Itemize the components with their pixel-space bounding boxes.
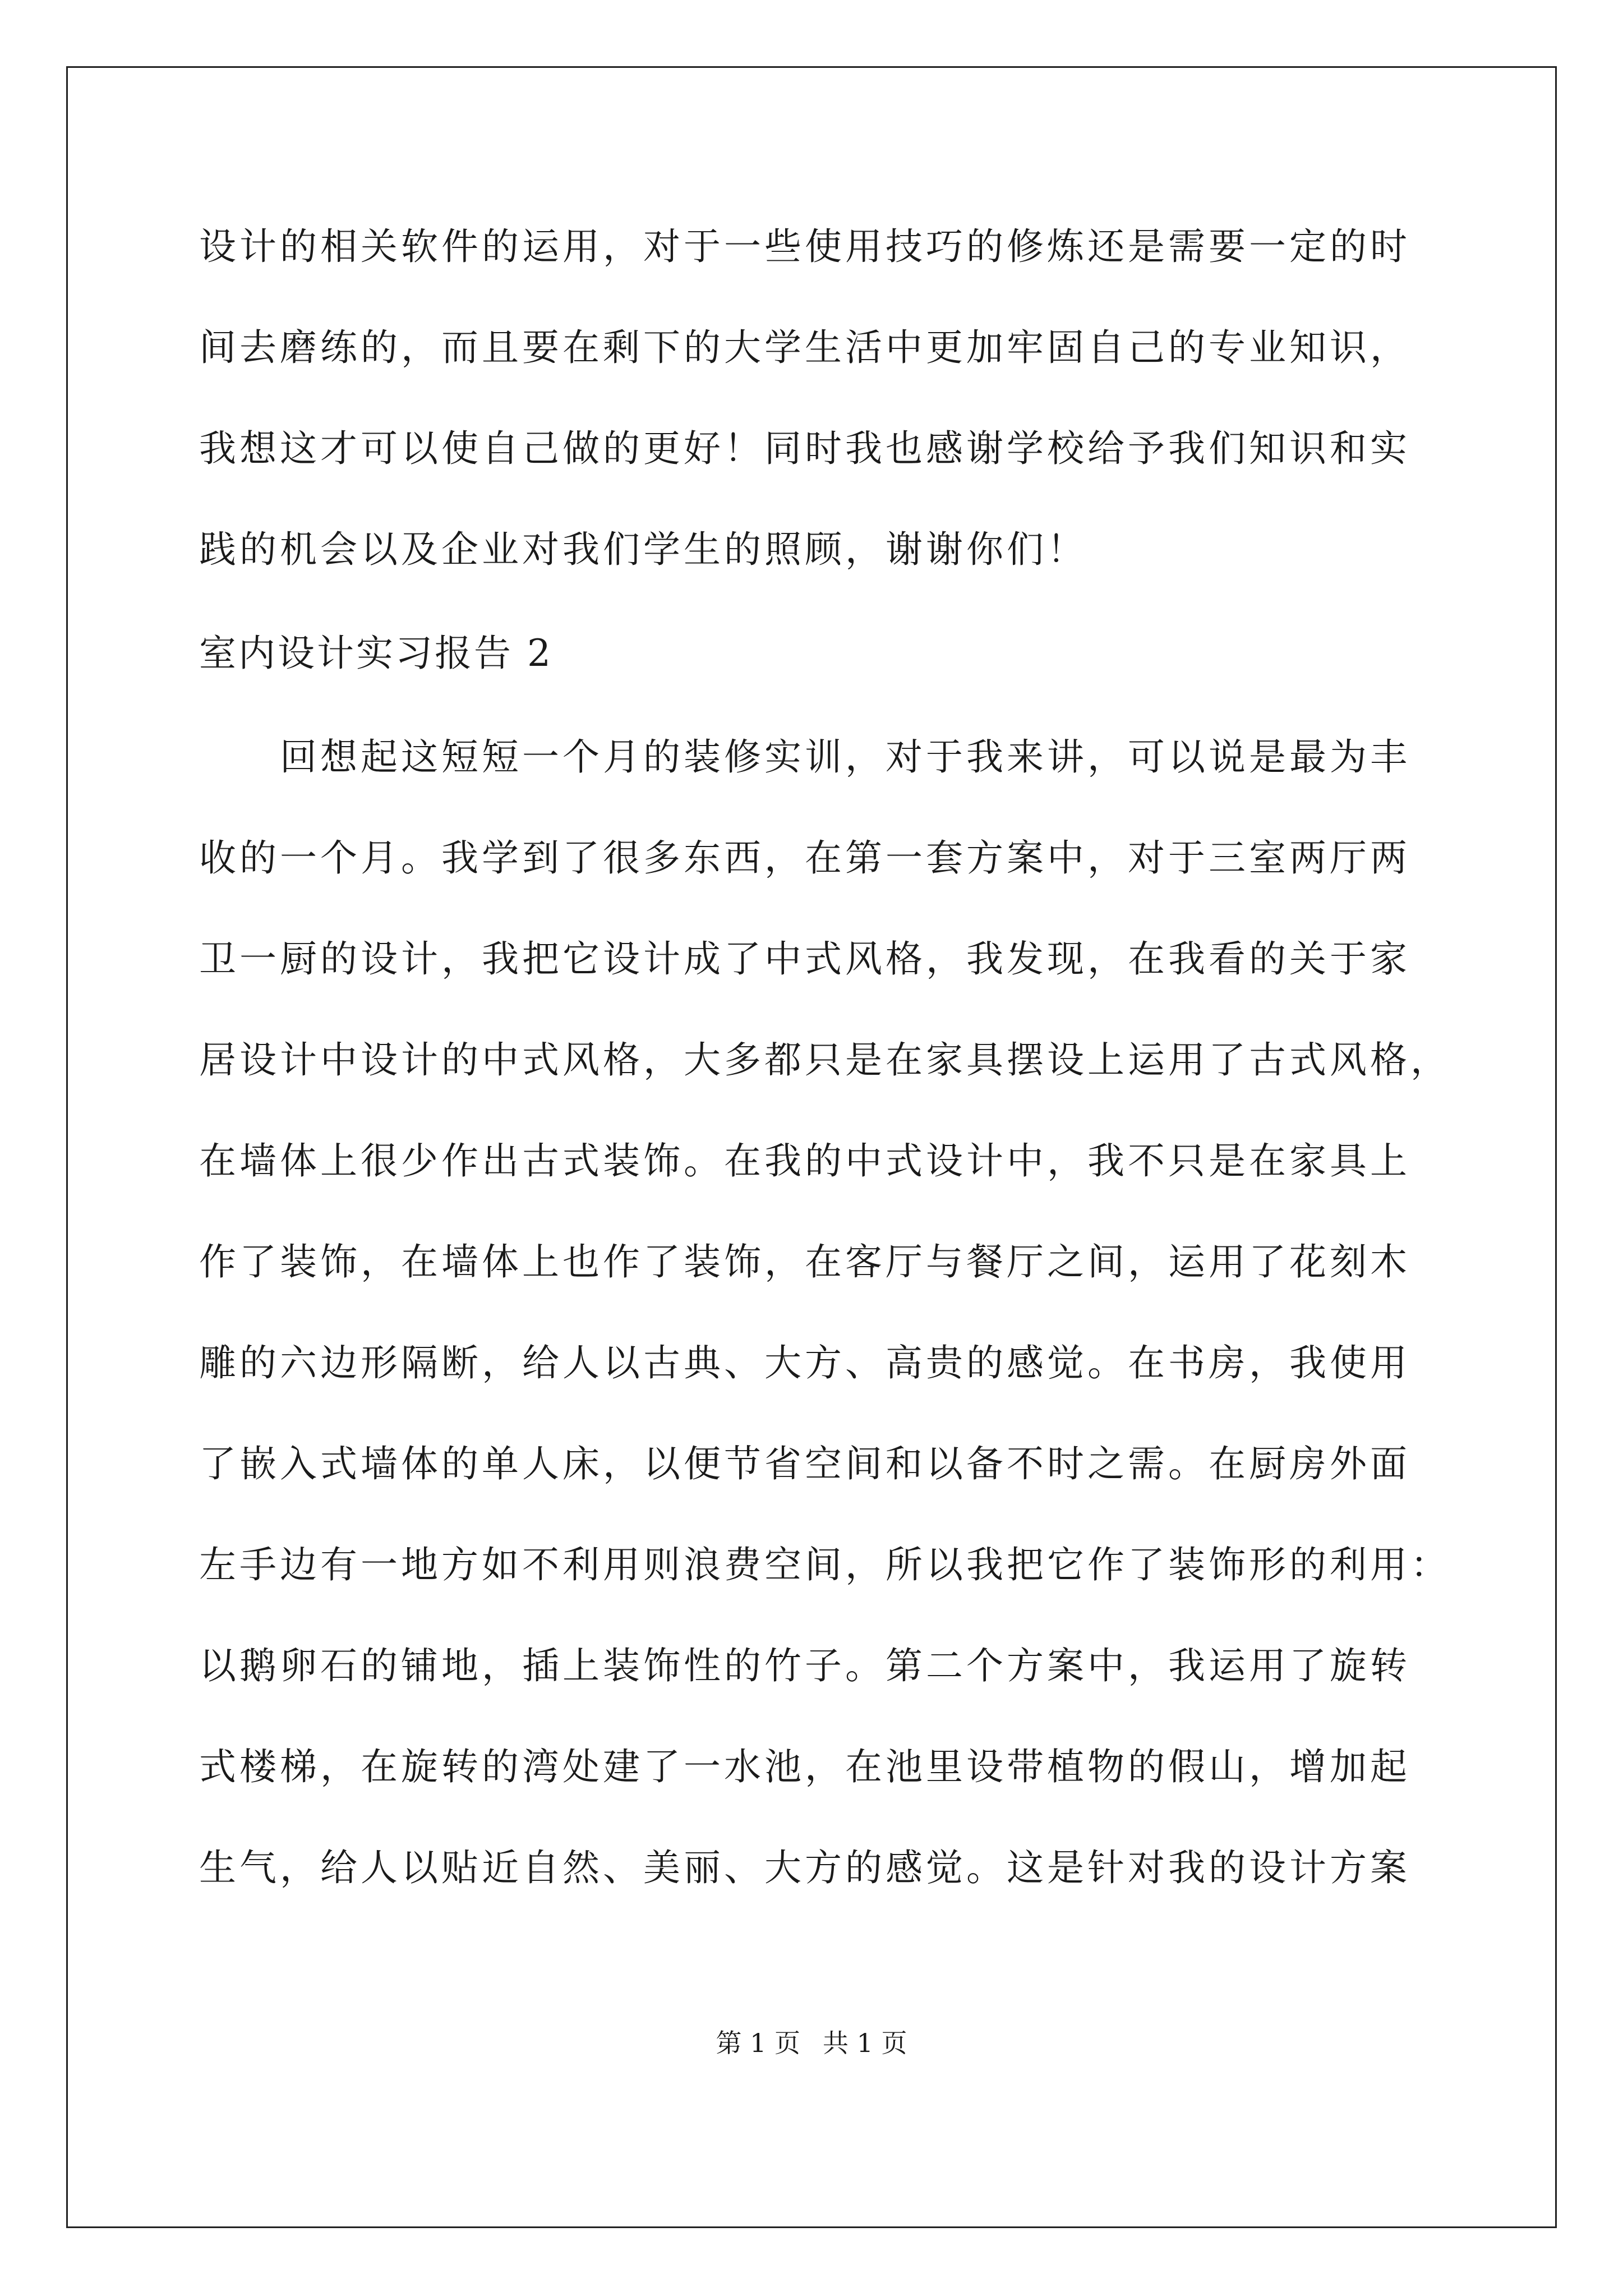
paragraph-line: 收的一个月。我学到了很多东西，在第一套方案中，对于三室两厅两 bbox=[199, 836, 1410, 880]
paragraph-line: 践的机会以及企业对我们学生的照顾，谢谢你们！ bbox=[199, 528, 1087, 571]
page-footer bbox=[0, 2026, 1623, 2060]
total-pages: 共 1 页 bbox=[823, 2028, 907, 2058]
page-number: 第 1 页 bbox=[716, 2028, 800, 2058]
paragraph-line: 设计的相关软件的运用，对于一些使用技巧的修炼还是需要一定的时 bbox=[199, 225, 1410, 268]
paragraph-line: 居设计中设计的中式风格，大多都只是在家具摆设上运用了古式风格， bbox=[199, 1038, 1451, 1082]
paragraph-line: 作了装饰，在墙体上也作了装饰，在客厅与餐厅之间，运用了花刻木 bbox=[199, 1240, 1410, 1283]
paragraph-line: 以鹅卵石的铺地，插上装饰性的竹子。第二个方案中，我运用了旋转 bbox=[199, 1644, 1410, 1687]
paragraph-line: 了嵌入式墙体的单人床，以便节省空间和以备不时之需。在厨房外面 bbox=[199, 1442, 1410, 1485]
paragraph-line: 生气，给人以贴近自然、美丽、大方的感觉。这是针对我的设计方案 bbox=[199, 1846, 1410, 1889]
paragraph-line: 式楼梯，在旋转的湾处建了一水池，在池里设带植物的假山，增加起 bbox=[199, 1745, 1410, 1788]
paragraph-line: 在墙体上很少作出古式装饰。在我的中式设计中，我不只是在家具上 bbox=[199, 1139, 1410, 1182]
paragraph-line: 卫一厨的设计，我把它设计成了中式风格，我发现，在我看的关于家 bbox=[199, 937, 1410, 981]
paragraph-line: 间去磨练的，而且要在剩下的大学生活中更加牢固自己的专业知识， bbox=[199, 326, 1410, 369]
paragraph-line: 雕的六边形隔断，给人以古典、大方、高贵的感觉。在书房，我使用 bbox=[199, 1341, 1410, 1384]
paragraph-line: 左手边有一地方如不利用则浪费空间，所以我把它作了装饰形的利用： bbox=[199, 1543, 1451, 1586]
paragraph-line: 回想起这短短一个月的装修实训，对于我来讲，可以说是最为丰 bbox=[199, 735, 1410, 779]
paragraph-line: 我想这才可以使自己做的更好！同时我也感谢学校给予我们知识和实 bbox=[199, 427, 1410, 470]
section-title: 室内设计实习报告 2 bbox=[199, 632, 553, 675]
